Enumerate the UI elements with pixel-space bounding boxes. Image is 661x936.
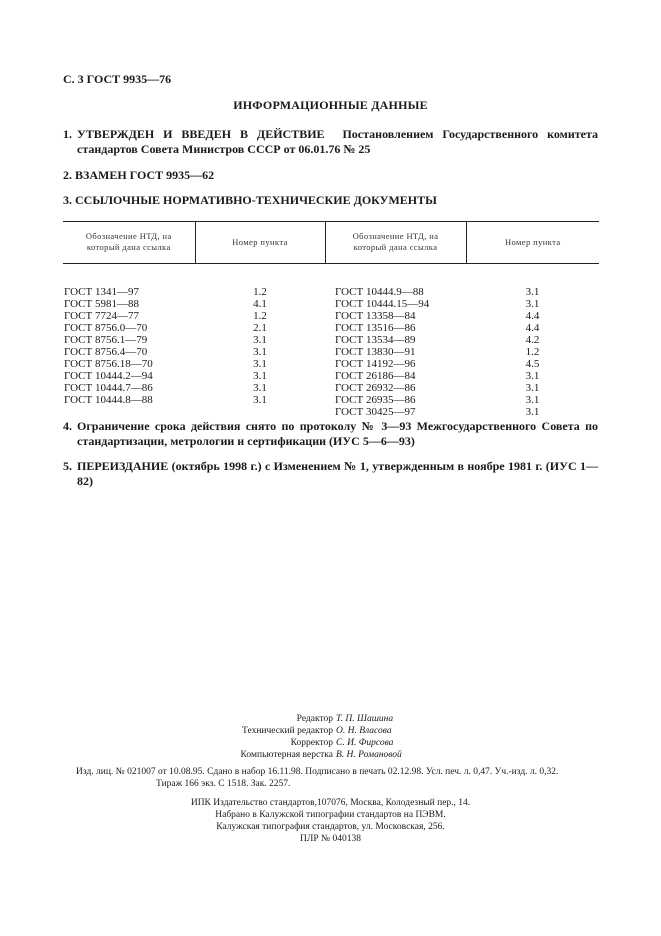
left-item: 1.2 (253, 286, 267, 298)
table-row (63, 322, 599, 334)
section-text: ПЕРЕИЗДАНИЕ (октябрь 1998 г.) с Изменением № 1, утвержденным в ноябре 1981 г. (ИУС 1—82) (77, 459, 598, 488)
left-doc (63, 406, 195, 418)
reference-table (63, 221, 599, 418)
left-item: 3.1 (253, 346, 267, 358)
credit-role: Технический редактор (242, 726, 333, 736)
right-doc: ГОСТ 13534—89 (335, 334, 416, 346)
credit-name: Т. П. Шашина (336, 714, 394, 724)
credit-name: В. Н. Романовой (336, 750, 402, 760)
left-item: 3.1 (253, 358, 267, 370)
right-item: 3.1 (525, 286, 540, 298)
credit-line (0, 737, 661, 749)
credit-role: Корректор (290, 738, 333, 748)
left-item: 3.1 (253, 334, 267, 346)
section-text: Постановлением Государственного комитета стандартов Совета Министров СССР от 06.01.76 № 25 (77, 127, 598, 156)
section-references-heading: 3. ССЫЛОЧНЫЕ НОРМАТИВНО-ТЕХНИЧЕСКИЕ ДОКУМЕНТЫ (63, 193, 437, 207)
publisher-line: ИПК Издательство стандартов,107076, Москва, Колодезный пер., 14. (190, 798, 471, 808)
left-item (195, 406, 325, 418)
left-doc: ГОСТ 10444.2—94 (64, 370, 153, 382)
left-item: 3.1 (253, 394, 267, 406)
left-doc: ГОСТ 8756.1—79 (64, 334, 148, 346)
right-item: 3.1 (525, 382, 540, 394)
section-term-limit (63, 419, 598, 449)
header-item: Номер пункта (466, 222, 599, 264)
page-header: С. 3 ГОСТ 9935—76 (63, 72, 172, 86)
table-row (63, 406, 599, 418)
left-doc: ГОСТ 5981—88 (64, 298, 139, 310)
left-doc: ГОСТ 8756.0—70 (64, 322, 148, 334)
right-item: 3.1 (525, 394, 540, 406)
left-doc: ГОСТ 10444.8—88 (64, 394, 153, 406)
info-title: ИНФОРМАЦИОННЫЕ ДАННЫЕ (233, 98, 428, 112)
right-item: 1.2 (525, 346, 540, 358)
section-text: Ограничение срока действия снято по протоколу № 3—93 Межгосударственного Совета по стандартизации, метрологии и сертификации (ИУС 5—6—93) (77, 419, 598, 448)
publisher-line: Набрано в Калужской типографии стандартов на ПЭВМ. (215, 810, 446, 820)
right-doc: ГОСТ 13358—84 (335, 310, 416, 322)
left-item: 3.1 (253, 382, 267, 394)
imprint-block (76, 766, 601, 790)
right-doc: ГОСТ 30425—97 (335, 406, 416, 418)
left-item: 3.1 (253, 370, 267, 382)
left-item: 4.1 (253, 298, 267, 310)
imprint-line: Тираж 166 экз. С 1518. Зак. 2257. (156, 779, 291, 789)
right-doc: ГОСТ 14192—96 (335, 358, 416, 370)
publisher-line: Калужская типография стандартов, ул. Московская, 256. (216, 822, 445, 832)
credits-block (0, 713, 661, 761)
left-item: 1.2 (253, 310, 267, 322)
header-item: Номер пункта (195, 222, 325, 264)
table-row (63, 394, 599, 406)
left-doc: ГОСТ 10444.7—86 (64, 382, 153, 394)
right-doc: ГОСТ 13516—86 (335, 322, 416, 334)
right-doc: ГОСТ 26186—84 (335, 370, 416, 382)
publisher-line: ПЛР № 040138 (300, 834, 361, 844)
table-row (63, 382, 599, 394)
left-doc: ГОСТ 8756.18—70 (64, 358, 153, 370)
table-header-row (63, 222, 599, 264)
table-row (63, 358, 599, 370)
right-item: 3.1 (525, 298, 540, 310)
left-doc: ГОСТ 1341—97 (64, 286, 139, 298)
left-doc: ГОСТ 7724—77 (64, 310, 139, 322)
imprint-line: Изд. лиц. № 021007 от 10.08.95. Сдано в набор 16.11.98. Подписано в печать 02.12.98. Усл. печ. л. 0,47. Уч.-изд. л. 0,32. (76, 767, 559, 777)
right-doc: ГОСТ 26935—86 (335, 394, 416, 406)
credit-line (0, 749, 661, 761)
right-item: 3.1 (525, 370, 540, 382)
table-row (63, 334, 599, 346)
header-designation: Обозначение НТД, на который дана ссылка (63, 222, 195, 264)
credit-role: Редактор (296, 714, 333, 724)
credit-role: Компьютерная верстка (240, 750, 333, 760)
table-row (63, 310, 599, 322)
table-row (63, 298, 599, 310)
section-reissue (63, 459, 598, 489)
section-heading: УТВЕРЖДЕН И ВВЕДЕН В ДЕЙСТВИЕ (77, 127, 325, 141)
table-row (63, 370, 599, 382)
right-doc: ГОСТ 10444.15—94 (335, 298, 430, 310)
right-item: 4.4 (525, 310, 540, 322)
right-item: 3.1 (525, 406, 540, 418)
credit-name: С. И. Фирсова (336, 738, 394, 748)
credit-line (0, 713, 661, 725)
section-number: 1. (63, 127, 72, 141)
section-number: 4. (63, 419, 72, 433)
credit-line (0, 725, 661, 737)
left-item: 2.1 (253, 322, 267, 334)
right-item: 4.4 (525, 322, 540, 334)
header-designation: Обозначение НТД, на который дана ссылка (325, 222, 466, 264)
table-row (63, 346, 599, 358)
right-doc: ГОСТ 13830—91 (335, 346, 416, 358)
section-number: 5. (63, 459, 72, 473)
section-replaces: 2. ВЗАМЕН ГОСТ 9935—62 (63, 168, 215, 182)
table-row (63, 286, 599, 298)
right-item: 4.5 (525, 358, 540, 370)
credit-name: О. Н. Власова (336, 726, 392, 736)
left-doc: ГОСТ 8756.4—70 (64, 346, 148, 358)
publisher-block (0, 797, 661, 845)
right-item: 4.2 (525, 334, 540, 346)
section-approved (63, 127, 598, 157)
right-doc: ГОСТ 26932—86 (335, 382, 416, 394)
right-doc: ГОСТ 10444.9—88 (335, 286, 424, 298)
